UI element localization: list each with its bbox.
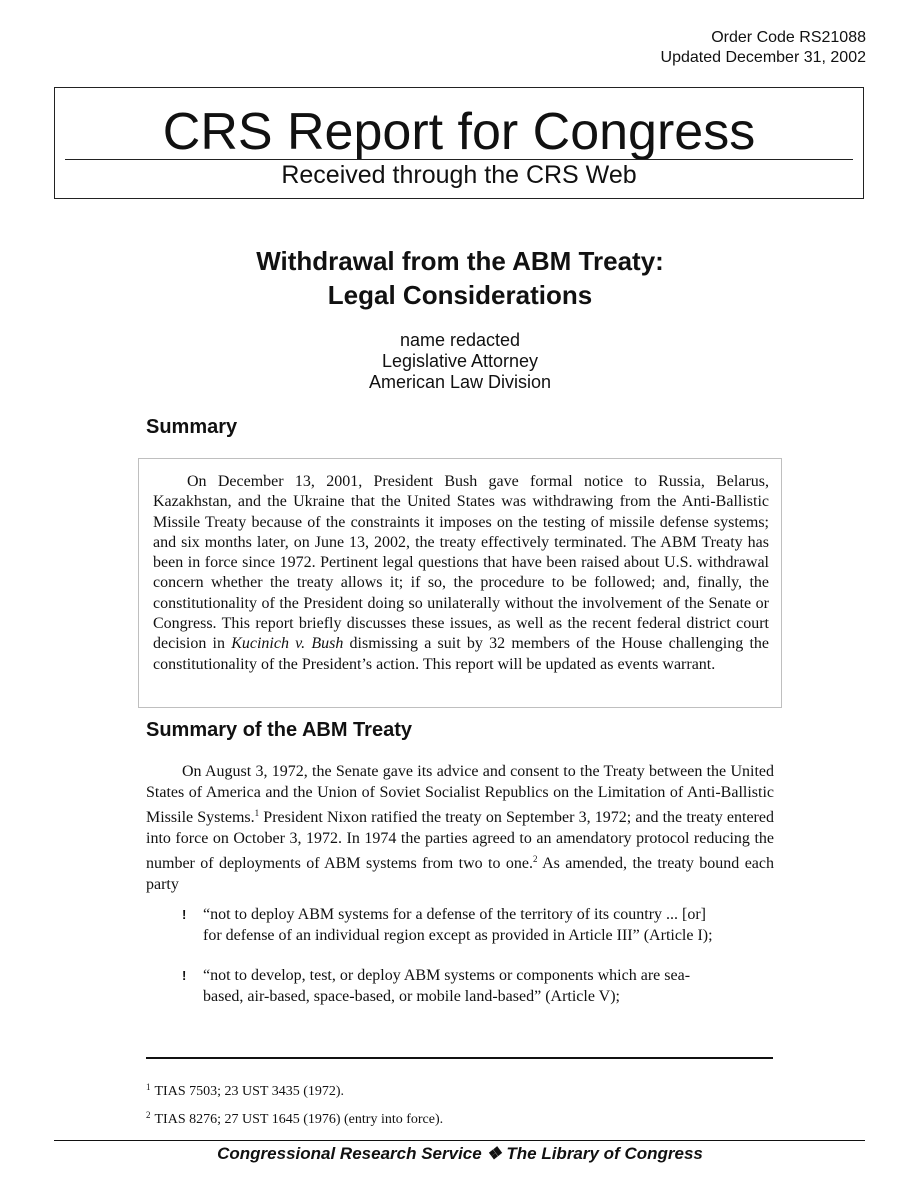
summary-box — [138, 458, 782, 708]
author-division: American Law Division — [368, 372, 552, 392]
author-block — [0, 330, 920, 393]
banner-title: CRS Report for Congress — [162, 103, 756, 161]
footer-divider — [54, 1140, 865, 1141]
order-code-block — [661, 28, 866, 68]
footer-text: Congressional Research Service ❖ The Library of Congress — [217, 1144, 703, 1163]
bullet-mark: ! — [182, 907, 187, 922]
banner-subtitle: Received through the CRS Web — [281, 161, 637, 189]
footnote-text: TIAS 7503; 23 UST 3435 (1972). — [154, 1084, 345, 1099]
title-line-2: Legal Considerations — [327, 280, 593, 310]
footnote-text: TIAS 8276; 27 UST 1645 (1976) (entry into force). — [154, 1112, 444, 1127]
document-title — [0, 244, 920, 312]
updated-date: Updated December 31, 2002 — [660, 49, 866, 66]
summary-text — [153, 472, 769, 675]
bullet-text: “not to develop, test, or deploy ABM systems or components which are sea-based, air-based, space-based, or mobile land-based” (Article V); — [203, 967, 691, 1005]
abm-paragraph-part-a: On August 3, 1972, the Senate gave its advice and consent to the Treaty between the United States of America and the Union of Soviet Socialist Republics on the Limitation of Anti-Ballistic Missile Systems. — [146, 763, 774, 826]
summary-text-part-2: dismissing a suit by 32 members of the House challenging the constitutionality of the President’s action. This report will be updated as events warrant. — [153, 635, 769, 673]
footnote — [146, 1106, 443, 1129]
summary-heading: Summary — [146, 416, 238, 438]
abm-paragraph-part-c: As amended, the treaty bound each party — [146, 855, 775, 893]
bullet-text: “not to deploy ABM systems for a defense of the territory of its country ... [or] for defense of an individual region except as provided in Article III” (Article I); — [203, 906, 713, 944]
author-name: name redacted — [399, 330, 521, 350]
footnote-divider — [146, 1057, 773, 1059]
case-name: Kucinich v. Bush — [231, 635, 344, 653]
report-banner — [54, 87, 864, 199]
footnote-number: 2 — [146, 1110, 151, 1120]
footnote — [146, 1078, 344, 1101]
abm-section-heading: Summary of the ABM Treaty — [146, 719, 412, 741]
bullet-mark: ! — [182, 968, 187, 983]
footnote-ref-2[interactable]: 2 — [533, 854, 538, 864]
abm-paragraph — [146, 762, 774, 895]
abm-paragraph-part-b: President Nixon ratified the treaty on September 3, 1972; and the treaty entered into force on October 3, 1972. In 1974 the parties agreed to an amendatory protocol reducing the number of deployments of ABM systems from two to one. — [146, 809, 774, 872]
author-role: Legislative Attorney — [381, 351, 539, 371]
title-line-1: Withdrawal from the ABM Treaty: — [256, 246, 664, 276]
summary-text-part-1: On December 13, 2001, President Bush gave formal notice to Russia, Belarus, Kazakhstan, and the Ukraine that the United States was withdrawing from the Anti-Ballistic Missile Treaty because of the constraints it imposes on the testing of missile defense systems; and six months later, on June 13, 2002, the treaty effectively terminated. The ABM Treaty has been in force since 1972. Pertinent legal questions that have been raised about U.S. withdrawal concern whether the treaty allows it; if so, the procedure to be followed; and, finally, the constitutionality of the President doing so unilaterally without the involvement of the Senate or Congress. This report briefly discusses these issues, as well as the recent federal district court decision in — [153, 473, 769, 653]
order-code: Order Code RS21088 — [711, 29, 866, 46]
footnote-number: 1 — [146, 1082, 151, 1092]
footnote-ref-1[interactable]: 1 — [254, 808, 260, 818]
